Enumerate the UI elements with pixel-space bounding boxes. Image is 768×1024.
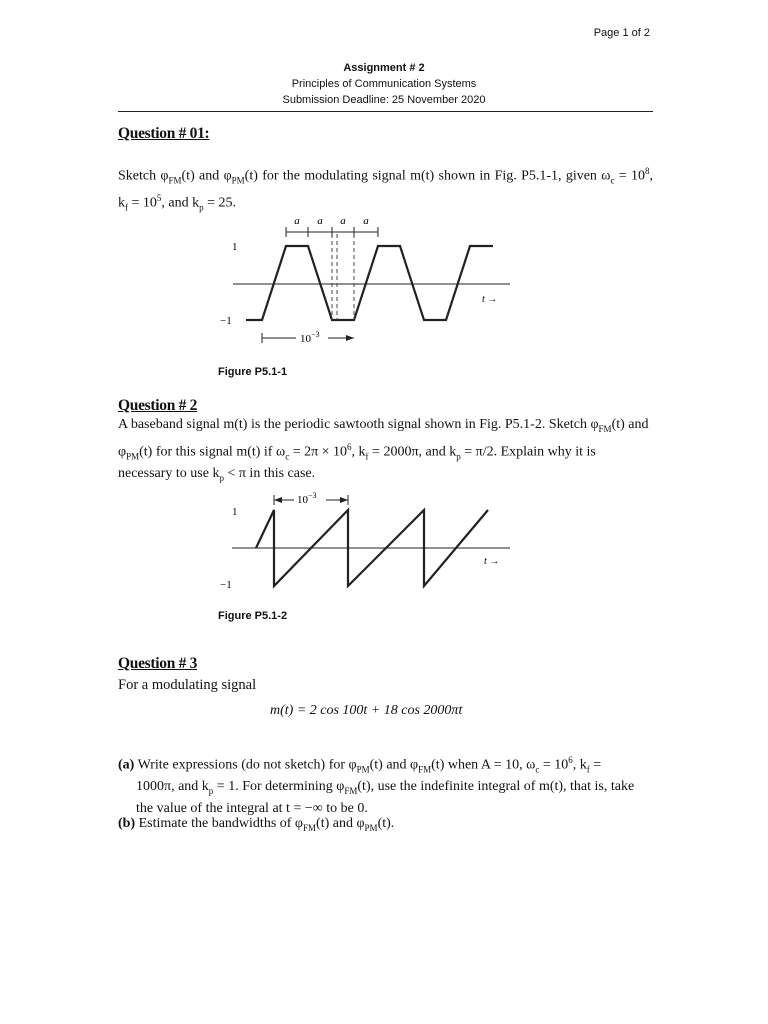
label-t: t → (484, 556, 500, 567)
question-1-text: Sketch $\varphi_{FM}(t)$ and $\varphi_{PM}(t)$ for the modulating signal m(t) shown in Fig. P5.1-1, given $\omega_c = 10^8$, $k_f = 10^5$, and $k_p = 25$. (118, 166, 653, 213)
course-name: Principles of Communication Systems (291, 78, 477, 90)
question-2-heading: Question # 2 (118, 397, 198, 414)
figure-p5-1-1-caption: Figure P5.1-1 (218, 366, 288, 378)
question-2-text: A baseband signal m(t) is the periodic sawtooth signal shown in Fig. P5.1-2. Sketch $\varphi_{FM}(t)$ and $\varphi_{PM}(t)$ for this signal m(t) if $\omega_c = 2\pi \times 10^6$, $k_f = 2000\pi$, and $k_p = \pi/2$. Explain why it is necessary to use $k_p < \pi$ in this case. (118, 417, 649, 484)
figure-p5-1-2-caption: Figure P5.1-2 (218, 610, 288, 622)
question-3-intro: For a modulating signal (118, 677, 257, 693)
label-minus-one: −1 (220, 579, 232, 591)
label-a: a (363, 215, 369, 227)
figure-p5-1-2 (218, 488, 518, 598)
label-plus-one: 1 (232, 241, 238, 253)
question-3-heading: Question # 3 (118, 655, 198, 672)
arrowhead (346, 335, 354, 341)
label-a: a (294, 215, 300, 227)
submission-deadline: Submission Deadline: 25 November 2020 (282, 94, 486, 106)
figure-p5-1-1 (218, 208, 518, 358)
label-period: $10^{-3}$ (300, 330, 320, 345)
label-t: t → (482, 294, 498, 305)
label-period: $10^{-3}$ (297, 491, 317, 506)
assignment-title: Assignment # 2 (343, 62, 425, 74)
arrowhead (340, 497, 348, 503)
label-a: a (340, 215, 346, 227)
label-minus-one: −1 (220, 315, 232, 327)
question-3-equation: m(t) = 2 cos 100t + 18 cos 2000πt (270, 703, 463, 718)
question-3-part-a: (a) Write expressions (do not sketch) for $\varphi_{PM}(t)$ and $\varphi_{FM}(t)$ when A = 10, $\omega_c = 10^6$, $k_f$ = 1000π, and $k_p = 1$. For determining $\varphi_{FM}(t)$, use the indefinite integral of m(t), that is, take the value of the integral at t = −∞ to be 0. (118, 755, 635, 817)
label-plus-one: 1 (232, 506, 238, 518)
trapezoid-waveform (246, 246, 493, 320)
header-divider (118, 111, 653, 112)
question-1-heading: Question # 01: (118, 125, 210, 142)
page-number: Page 1 of 2 (593, 27, 650, 39)
arrowhead (274, 497, 282, 503)
question-3-part-b: (b) Estimate the bandwidths of $\varphi_{FM}(t)$ and $\varphi_{PM}(t)$. (118, 816, 395, 833)
label-a: a (317, 215, 323, 227)
